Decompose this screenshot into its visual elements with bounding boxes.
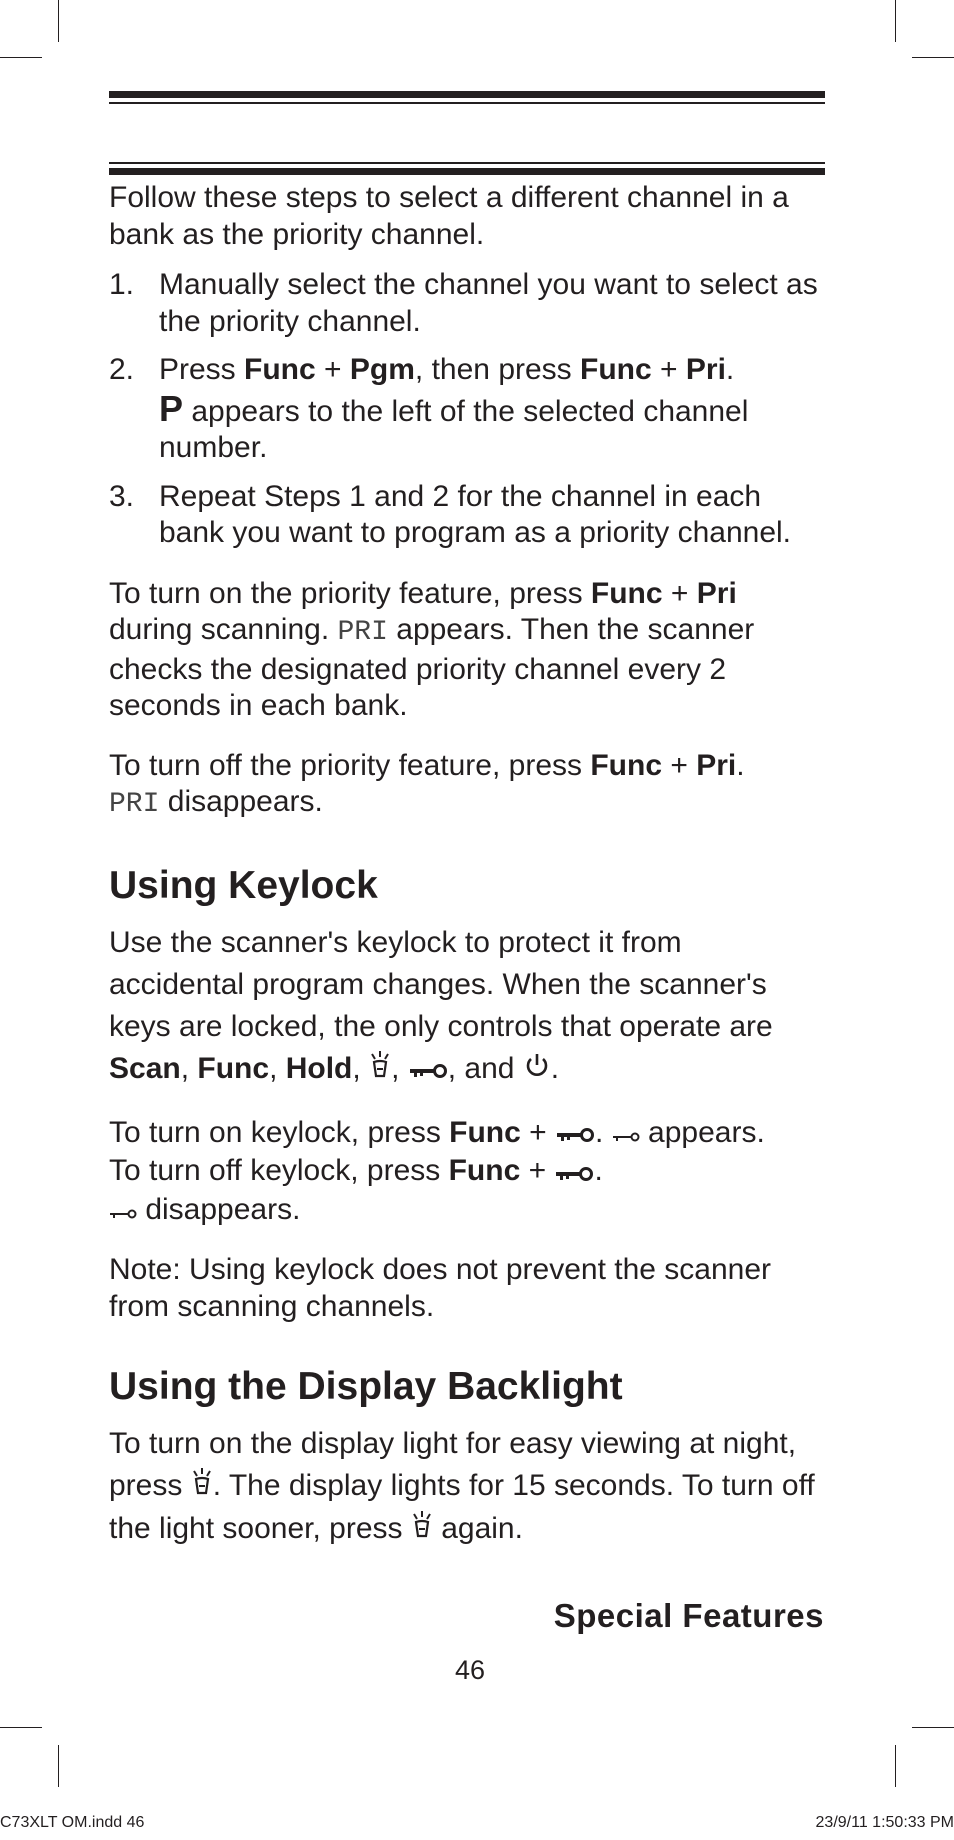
text: To turn on the priority feature, press <box>109 576 591 610</box>
power-icon <box>523 1049 551 1091</box>
key-icon <box>555 1115 595 1152</box>
crop-mark <box>0 57 42 58</box>
text: appears. <box>639 1115 765 1149</box>
func-key-label: Func <box>449 1115 521 1149</box>
text: Use the scanner's keylock to protect it from accidental program changes. When the scanner's keys are locked, the only controls that operate are <box>109 925 773 1043</box>
func-key-label: Func <box>580 353 652 386</box>
hold-key-label: Hold <box>285 1051 353 1085</box>
text: . <box>594 1154 603 1188</box>
key-icon <box>554 1154 594 1191</box>
crop-mark <box>58 1745 59 1787</box>
text: Press <box>159 353 245 386</box>
header-rule-thick <box>109 91 825 98</box>
text: + <box>315 353 350 386</box>
text: , <box>352 1051 370 1085</box>
func-key-label: Func <box>244 353 316 386</box>
crop-mark <box>58 0 59 42</box>
pgm-key-label: Pgm <box>349 353 415 386</box>
scan-key-label: Scan <box>109 1051 181 1085</box>
text: , <box>269 1051 286 1085</box>
text: To turn on keylock, press <box>109 1115 450 1149</box>
step-number: 3. <box>109 479 135 513</box>
page-number: 46 <box>454 1655 486 1685</box>
pri-key-label: Pri <box>685 353 726 386</box>
light-icon <box>369 1049 391 1091</box>
text: during scanning. <box>109 613 338 646</box>
light-icon <box>191 1466 213 1508</box>
priority-on-paragraph <box>109 576 825 725</box>
func-key-label: Func <box>448 1154 521 1188</box>
section-title: Special Features <box>553 1597 824 1634</box>
text: disappears. <box>159 785 323 818</box>
text: appears to the left of the selected channel number. <box>159 394 749 464</box>
keylock-onoff-paragraph <box>109 1114 825 1230</box>
steps-list <box>109 267 825 552</box>
step-text: Repeat Steps 1 and 2 for the channel in each bank you want to program as a priority channel. <box>159 479 792 549</box>
keylock-intro-paragraph <box>109 922 825 1091</box>
func-key-label: Func <box>590 748 663 782</box>
crop-mark <box>895 0 896 42</box>
text: + <box>651 353 686 386</box>
priority-symbol: P <box>159 387 184 429</box>
text: disappears. <box>137 1192 301 1226</box>
text: + <box>662 576 697 610</box>
text: . The display lights for 15 seconds. To turn off the light sooner, press <box>109 1469 815 1546</box>
intro-paragraph: Follow these steps to select a different channel in a bank as the priority channel. <box>109 181 789 251</box>
key-icon <box>408 1049 448 1091</box>
list-item <box>109 479 825 552</box>
step-text <box>159 352 825 467</box>
func-key-label: Func <box>197 1051 270 1085</box>
text: , then press <box>414 353 581 386</box>
page-content <box>109 180 825 1551</box>
text: . <box>725 353 735 386</box>
text: + <box>520 1154 555 1188</box>
keylock-note: Note: Using keylock does not prevent the scanner from scanning channels. <box>109 1253 772 1323</box>
crop-mark <box>895 1745 896 1787</box>
crop-mark <box>0 1727 42 1728</box>
step-number: 1. <box>109 268 135 301</box>
pri-key-label: Pri <box>696 576 737 610</box>
list-item <box>109 352 825 467</box>
priority-off-paragraph <box>109 748 825 824</box>
list-item <box>109 267 825 340</box>
backlight-paragraph <box>109 1423 825 1551</box>
text: appears. Then the scanner checks the designated priority channel every 2 seconds in each bank. <box>109 613 755 722</box>
text: again. <box>432 1512 523 1546</box>
date-slug: 23/9/11 1:50:33 PM <box>815 1814 954 1831</box>
section-rule-thick <box>109 168 825 175</box>
crop-mark <box>912 1727 954 1728</box>
step-text: Manually select the channel you want to select as the priority channel. <box>159 268 818 338</box>
text: . <box>550 1051 560 1085</box>
text: . <box>595 1115 612 1149</box>
key-display-icon <box>109 1192 137 1229</box>
backlight-heading: Using the Display Backlight <box>109 1365 623 1409</box>
pri-display-text: PRI <box>337 617 388 648</box>
header-rule-thin <box>109 102 825 104</box>
text: To turn off the priority feature, press <box>109 748 591 782</box>
text: . <box>736 748 745 782</box>
file-slug: C73XLT OM.indd 46 <box>0 1814 145 1831</box>
text: + <box>520 1115 556 1149</box>
pri-key-label: Pri <box>696 748 737 782</box>
text: , <box>391 1051 408 1085</box>
section-rule-thin <box>109 162 825 164</box>
text: To turn on the display light for easy viewing at night, press <box>109 1427 797 1503</box>
pri-display-text: PRI <box>109 789 160 820</box>
step-number: 2. <box>109 353 135 386</box>
text: + <box>662 748 697 782</box>
text: To turn off keylock, press <box>109 1154 449 1188</box>
crop-mark <box>912 57 954 58</box>
key-display-icon <box>612 1115 640 1152</box>
text: , <box>180 1051 198 1085</box>
light-icon <box>411 1509 433 1551</box>
text: , and <box>447 1051 523 1085</box>
func-key-label: Func <box>590 576 663 610</box>
keylock-heading: Using Keylock <box>109 863 378 907</box>
